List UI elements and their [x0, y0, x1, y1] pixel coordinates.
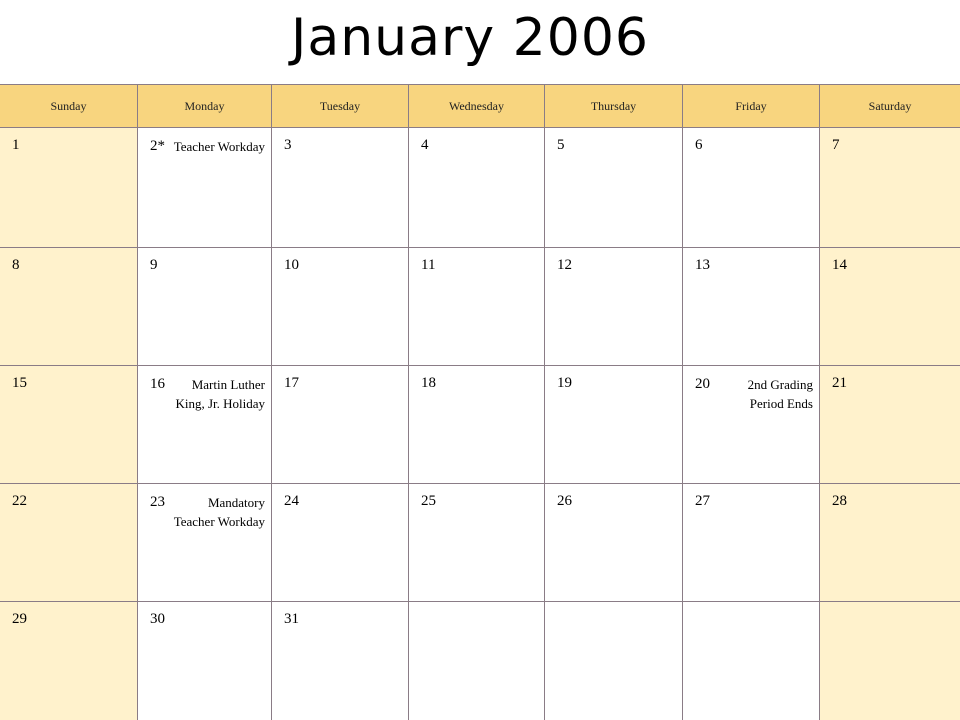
- day-number: 25: [421, 493, 436, 509]
- day-cell: [820, 602, 960, 720]
- day-number: 1: [12, 137, 20, 153]
- day-number: 21: [832, 375, 847, 391]
- day-number: 22: [12, 493, 27, 509]
- day-cell: [272, 248, 409, 366]
- weekday-header-sunday: Sunday: [0, 85, 138, 128]
- day-cell: [820, 366, 960, 484]
- day-cell: [0, 128, 138, 248]
- day-cell: [138, 602, 272, 720]
- day-cell: [545, 484, 683, 602]
- day-number: 12: [557, 257, 572, 273]
- day-cell: [409, 248, 545, 366]
- day-number: 26: [557, 493, 572, 509]
- day-note: Martin Luther King, Jr. Holiday: [175, 377, 265, 411]
- day-entry: [150, 375, 265, 413]
- day-number: 31: [284, 611, 299, 627]
- day-cell: [683, 366, 820, 484]
- day-cell: [545, 248, 683, 366]
- weekday-header-tuesday: Tuesday: [272, 85, 409, 128]
- weekday-header-saturday: Saturday: [820, 85, 960, 128]
- day-cell: [138, 248, 272, 366]
- day-entry: [150, 137, 265, 156]
- day-entry: [150, 493, 265, 531]
- day-cell: [0, 484, 138, 602]
- day-cell: [409, 366, 545, 484]
- day-cell: [0, 366, 138, 484]
- calendar-grid: [0, 84, 960, 720]
- day-number: 10: [284, 257, 299, 273]
- day-number: 19: [557, 375, 572, 391]
- weekday-header-monday: Monday: [138, 85, 272, 128]
- page-title: January 2006: [291, 8, 649, 68]
- day-cell: [683, 484, 820, 602]
- day-cell: [820, 484, 960, 602]
- day-cell: [138, 484, 272, 602]
- day-cell: [820, 248, 960, 366]
- day-cell: [820, 128, 960, 248]
- day-cell: [545, 366, 683, 484]
- weekday-header-friday: Friday: [683, 85, 820, 128]
- day-cell: [272, 484, 409, 602]
- day-number: 11: [421, 257, 436, 273]
- day-cell: [272, 602, 409, 720]
- day-number: 28: [832, 493, 847, 509]
- day-number: 8: [12, 257, 20, 273]
- day-number: 2*: [150, 138, 165, 154]
- day-note: Mandatory Teacher Workday: [173, 495, 265, 529]
- day-note: Teacher Workday: [173, 139, 265, 154]
- day-number: 23: [150, 494, 165, 510]
- day-cell: [545, 128, 683, 248]
- day-cell: [683, 128, 820, 248]
- day-cell: [545, 602, 683, 720]
- day-cell: [138, 128, 272, 248]
- day-cell: [409, 484, 545, 602]
- day-number: 17: [284, 375, 299, 391]
- day-cell: [683, 602, 820, 720]
- day-cell: [138, 366, 272, 484]
- day-number: 3: [284, 137, 292, 153]
- day-number: 20: [695, 376, 710, 392]
- day-cell: [683, 248, 820, 366]
- day-cell: [409, 128, 545, 248]
- day-cell: [272, 128, 409, 248]
- day-cell: [0, 602, 138, 720]
- day-number: 15: [12, 375, 27, 391]
- weekday-header-thursday: Thursday: [545, 85, 683, 128]
- weekday-header-wednesday: Wednesday: [409, 85, 545, 128]
- day-number: 13: [695, 257, 710, 273]
- day-number: 7: [832, 137, 840, 153]
- day-number: 5: [557, 137, 565, 153]
- day-number: 29: [12, 611, 27, 627]
- day-number: 14: [832, 257, 847, 273]
- day-number: 24: [284, 493, 299, 509]
- day-number: 30: [150, 611, 165, 627]
- day-cell: [272, 366, 409, 484]
- day-number: 27: [695, 493, 710, 509]
- day-number: 6: [695, 137, 703, 153]
- day-cell: [0, 248, 138, 366]
- day-note: 2nd Grading Period Ends: [747, 377, 813, 411]
- day-cell: [409, 602, 545, 720]
- day-number: 18: [421, 375, 436, 391]
- day-number: 9: [150, 257, 158, 273]
- day-number: 16: [150, 376, 165, 392]
- day-number: 4: [421, 137, 429, 153]
- day-entry: [695, 375, 813, 413]
